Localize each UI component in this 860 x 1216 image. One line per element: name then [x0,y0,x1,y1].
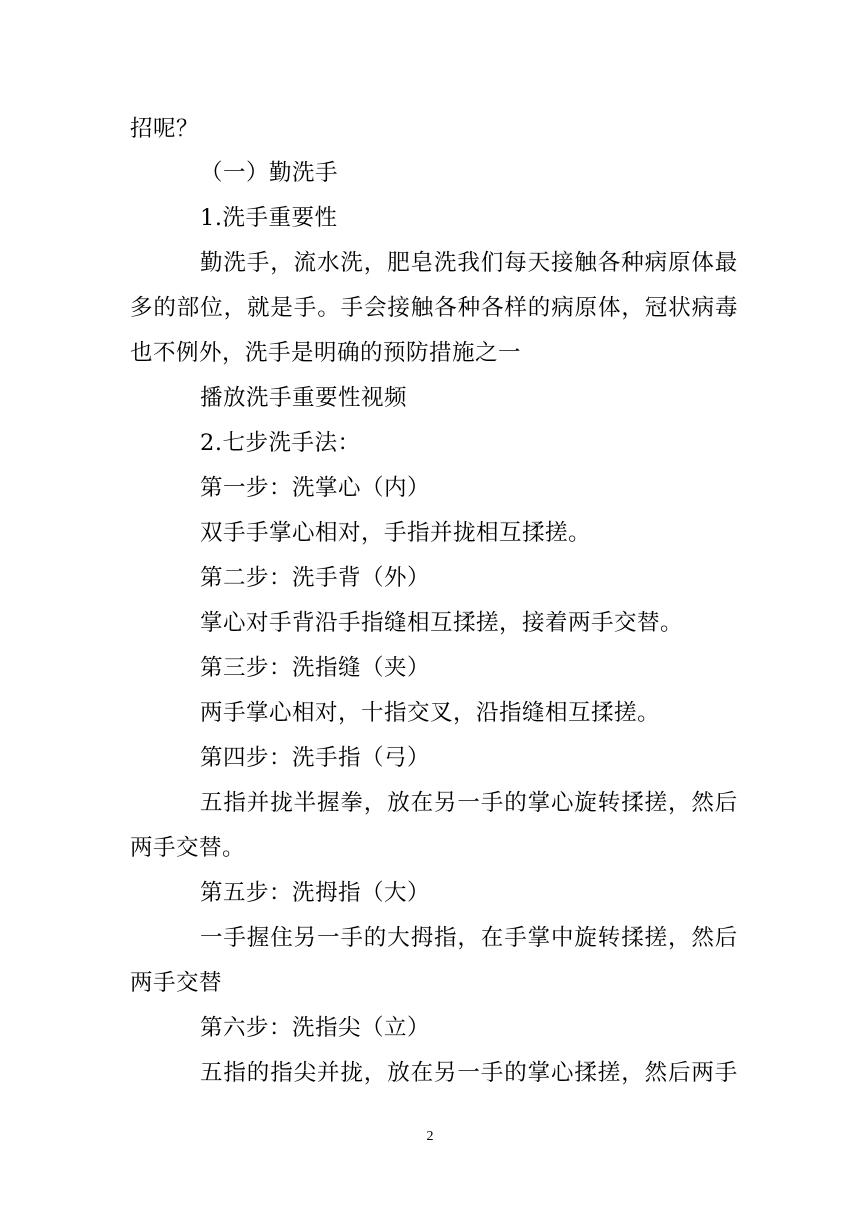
step-description: 双手手掌心相对，手指并拢相互揉搓。 [200,520,592,546]
step-description: 两手掌心相对，十指交叉，沿指缝相互揉搓。 [200,700,661,726]
step-description: 五指并拢半握拳，放在另一手的掌心旋转揉搓，然后 [200,790,739,816]
step-description: 两手交替 [130,970,223,996]
subsection-heading: 2.七步洗手法： [200,430,361,456]
step-heading: 第一步：洗掌心（内） [200,475,431,501]
step-heading: 第六步：洗指尖（立） [200,1015,431,1041]
section-heading: （一）勤洗手 [200,160,339,186]
paragraph-line: 多的部位，就是手。手会接触各种各样的病原体，冠状病毒 [130,295,739,321]
step-description: 两手交替。 [130,835,246,861]
page-number: 2 [426,1129,434,1144]
paragraph-line: 勤洗手，流水洗，肥皂洗我们每天接触各种病原体最 [200,250,739,276]
step-description: 掌心对手背沿手指缝相互揉搓，接着两手交替。 [200,610,684,636]
step-heading: 第四步：洗手指（弓） [200,745,431,771]
step-heading: 第二步：洗手背（外） [200,565,431,591]
text-line: 招呢？ [130,116,200,142]
step-heading: 第五步：洗拇指（大） [200,880,431,906]
step-description: 一手握住另一手的大拇指，在手掌中旋转揉搓，然后 [200,925,739,951]
subsection-heading: 1.洗手重要性 [200,205,338,231]
step-heading: 第三步：洗指缝（夹） [200,655,431,681]
text-line: 播放洗手重要性视频 [200,385,408,411]
step-description: 五指的指尖并拢，放在另一手的掌心揉搓，然后两手 [200,1060,739,1086]
paragraph-line: 也不例外，洗手是明确的预防措施之一 [130,340,522,366]
